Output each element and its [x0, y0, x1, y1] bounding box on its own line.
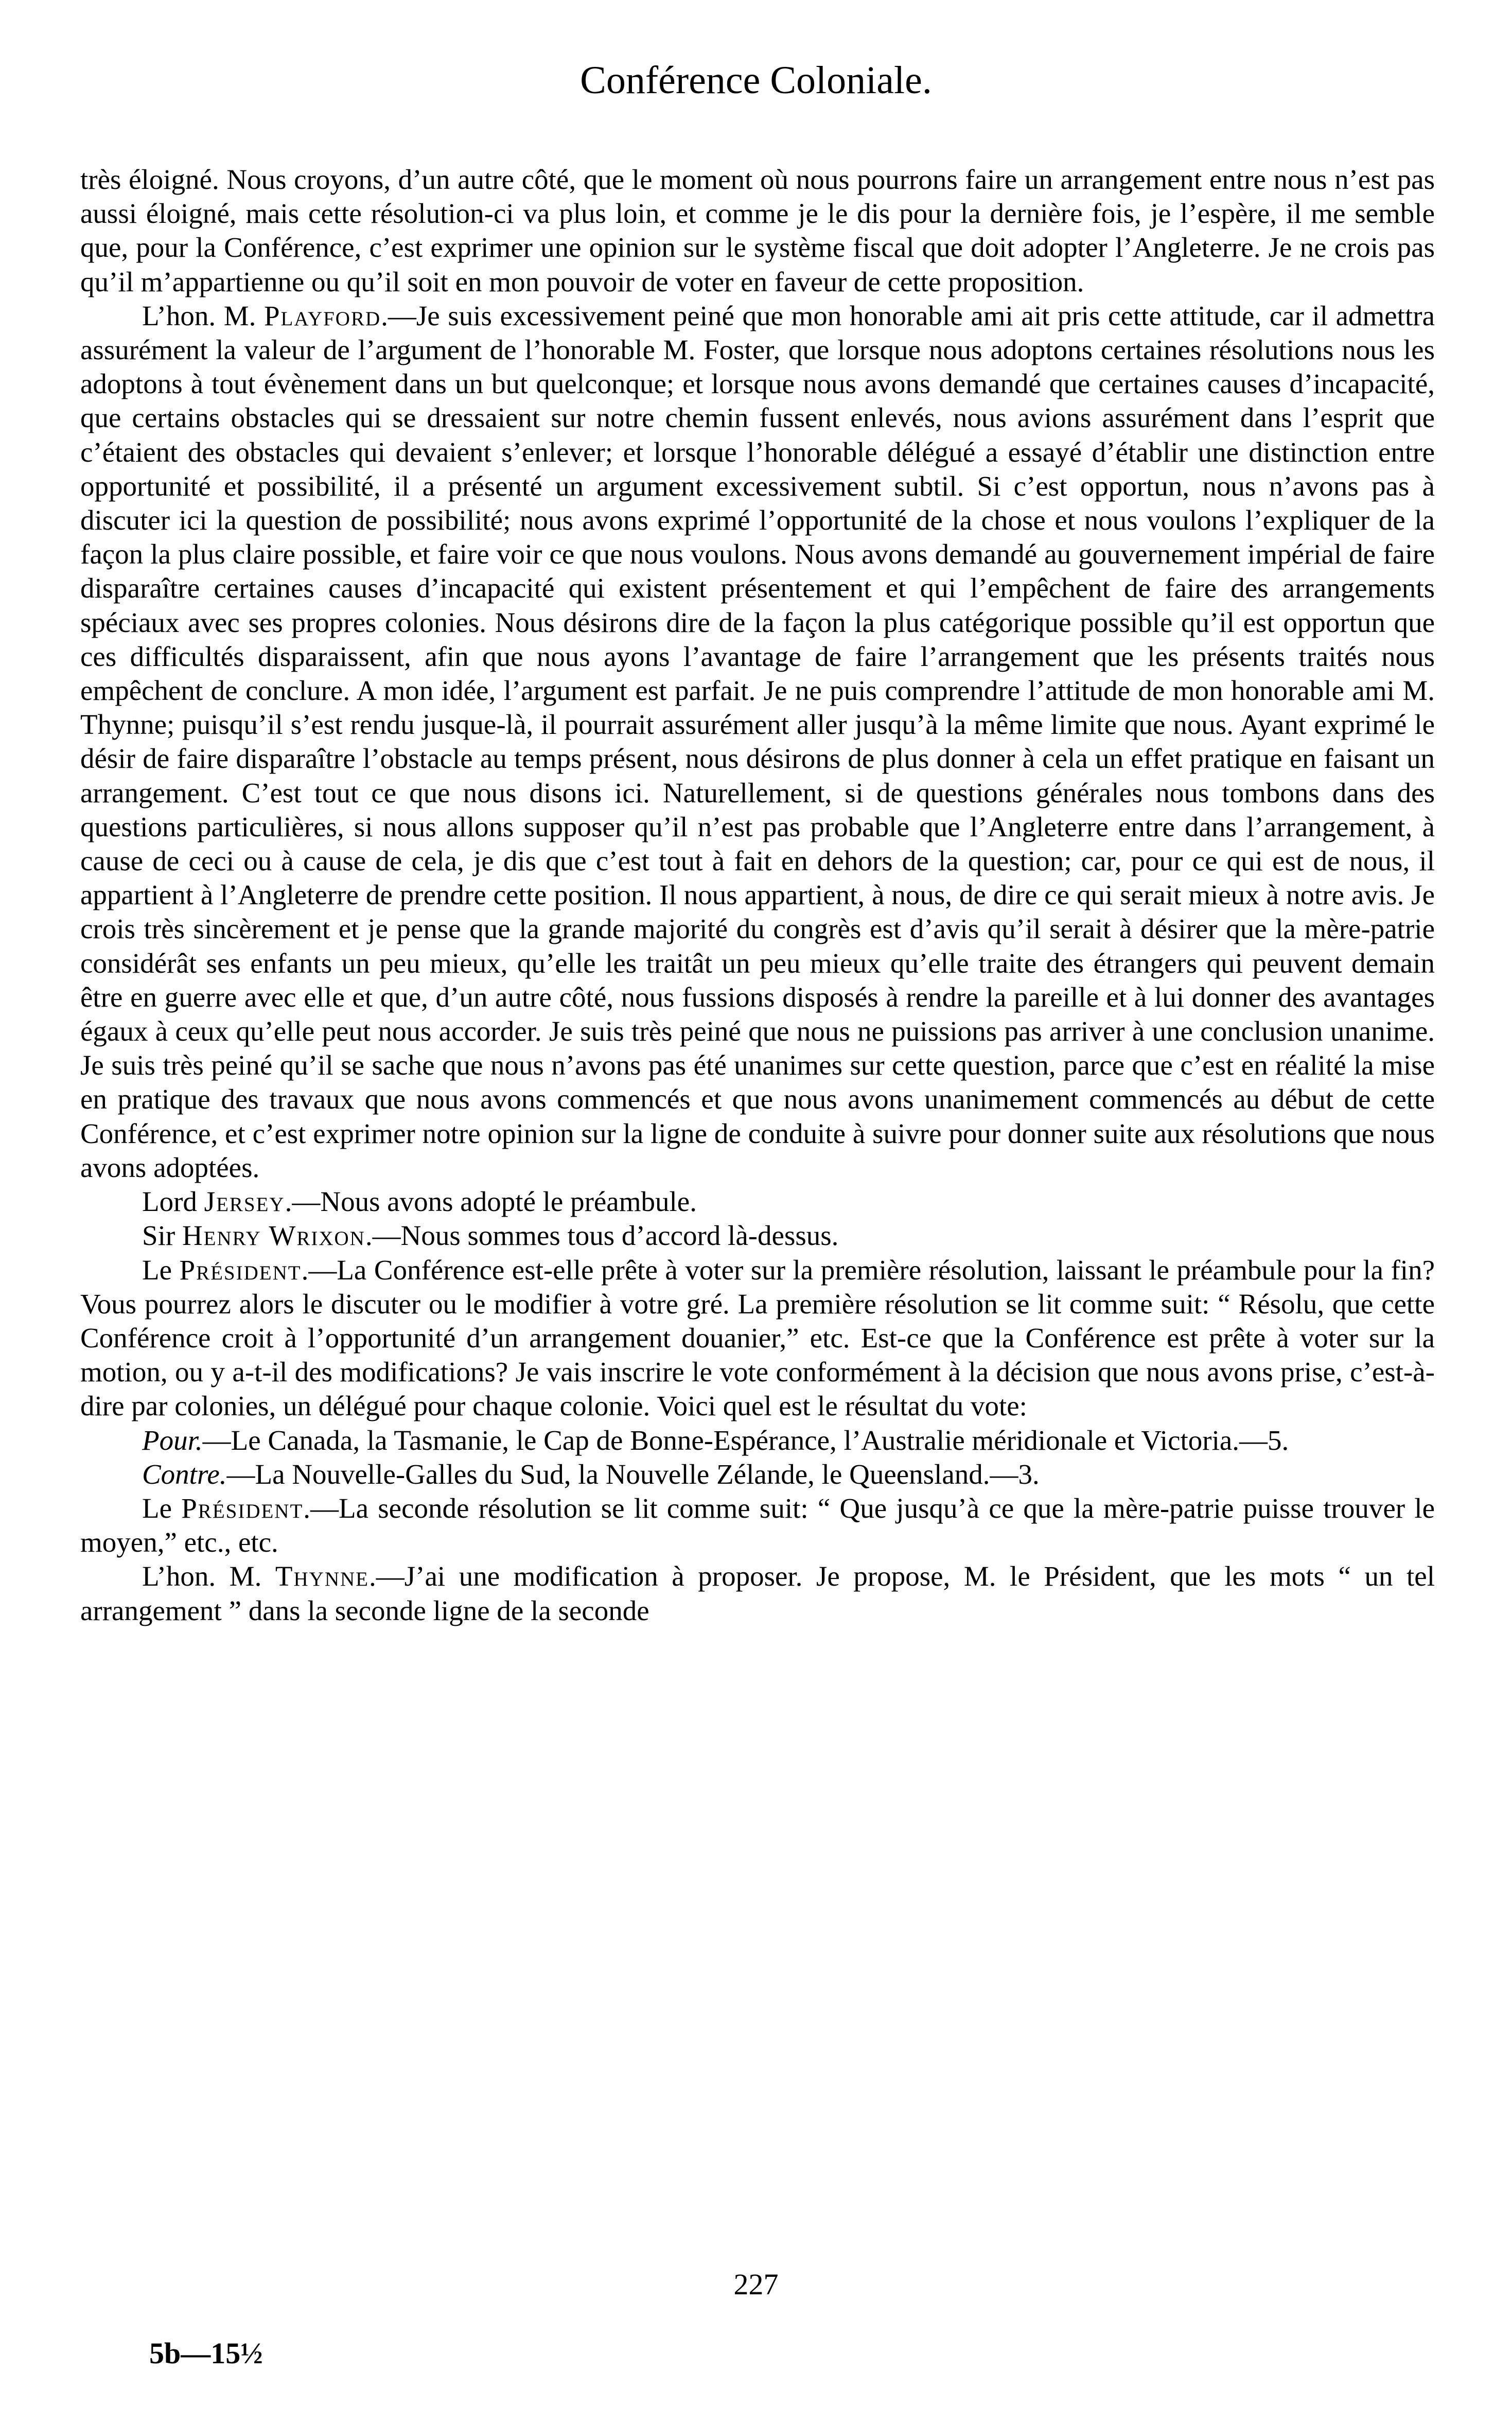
paragraph	[80, 163, 1435, 299]
page-number: 227	[733, 2268, 779, 2301]
text-run: .—Nous avons adopté le préambule.	[285, 1186, 697, 1218]
sheet-signature-mark: 5b—15½	[149, 2337, 263, 2370]
page-title: Conférence Coloniale.	[580, 59, 932, 102]
text-run: —Le Canada, la Tasmanie, le Cap de Bonne-Espérance, l’Australie méridionale et Victoria.—5.	[202, 1424, 1289, 1456]
paragraph	[80, 1424, 1435, 1457]
text-run: —La Nouvelle-Galles du Sud, la Nouvelle Zélande, le Queensland.—3.	[226, 1458, 1040, 1490]
paragraph	[80, 299, 1435, 1185]
text-run: Sir	[142, 1220, 182, 1252]
paragraph	[80, 1185, 1435, 1219]
text-run: .—Nous sommes tous d’accord là-dessus.	[365, 1220, 839, 1252]
text-run: L’hon. M.	[142, 300, 264, 331]
speaker-name: Thynne	[275, 1560, 369, 1592]
paragraph	[80, 1559, 1435, 1627]
speaker-name: Henry Wrixon	[182, 1220, 365, 1252]
speaker-name: Président	[179, 1254, 302, 1286]
paragraph	[80, 1457, 1435, 1491]
paragraph	[80, 1491, 1435, 1559]
speaker-name: Playford	[263, 300, 381, 331]
text-run: .—J’ai une modification à proposer. Je propose, M. le Président, que les mots “ un tel arrangement ” dans la seconde ligne de la seconde	[80, 1560, 1435, 1626]
text-run: .—La seconde résolution se lit comme suit: “ Que jusqu’à ce que la mère-patrie puisse trouver le moyen,” etc., etc.	[80, 1492, 1435, 1558]
speaker-name: Jersey	[204, 1186, 285, 1218]
text-run: .—La Conférence est-elle prête à voter sur la première résolution, laissant le préambule pour la fin? Vous pourrez alors le discuter ou le modifier à votre gré. La première résolution se lit comme suit: “ Résolu, que cette Conférence croit à l’opportunité d’un arrangement douanier,” etc. Est-ce que la Conférence est prête à voter sur la motion, ou y a-t-il des modifications? Je vais inscrire le vote conformément à la décision que nous avons prise, c’est-à-dire par colonies, un délégué pour chaque colonie. Voici quel est le résultat du vote:	[80, 1254, 1435, 1422]
text-run: Lord	[142, 1186, 204, 1218]
text-run: Le	[142, 1492, 182, 1524]
text-run: Le	[142, 1254, 180, 1286]
paragraph	[80, 1253, 1435, 1424]
document-body	[80, 163, 1435, 1628]
text-run: L’hon. M.	[142, 1560, 275, 1592]
text-run: très éloigné. Nous croyons, d’un autre côté, que le moment où nous pourrons faire un arrangement entre nous n’est pas aussi éloigné, mais cette résolution-ci va plus loin, et comme je le dis pour la dernière fois, je l’espère, il me semble que, pour la Conférence, c’est exprimer une opinion sur le système fiscal que doit adopter l’Angleterre. Je ne crois pas qu’il m’appartienne ou qu’il soit en mon pouvoir de voter en faveur de cette proposition.	[80, 164, 1435, 297]
vote-label: Contre.	[142, 1458, 227, 1490]
text-run: .—Je suis excessivement peiné que mon honorable ami ait pris cette attitude, car il admettra assurément la valeur de l’argument de l’honorable M. Foster, que lorsque nous adoptons certaines résolutions nous les adoptons à tout évènement dans un but quelconque; et lorsque nous avons demandé que certaines causes d’incapacité, que certains obstacles qui se dressaient sur notre chemin fussent enlevés, nous avions assurément dans l’esprit que c’étaient des obstacles qui devaient s’enlever; et lorsque l’honorable délégué a essayé d’établir une distinction entre opportunité et possibilité, il a présenté un argument excessivement subtil. Si c’est opportun, nous n’avons pas à discuter ici la question de possibilité; nous avons exprimé l’opportunité de la chose et nous voulons l’expliquer de la façon la plus claire possible, et faire voir ce que nous voulons. Nous avons demandé au gouvernement impérial de faire disparaître certaines causes d’incapacité qui existent présentement et qui l’empêchent de faire des arrangements spéciaux avec ses propres colonies. Nous désirons dire de la façon la plus catégorique possible qu’il est opportun que ces difficultés disparaissent, afin que nous ayons l’avantage de faire l’arrangement que les présents traités nous empêchent de conclure. A mon idée, l’argument est parfait. Je ne puis comprendre l’attitude de mon honorable ami M. Thynne; puisqu’il s’est rendu jusque-là, il pourrait assurément aller jusqu’à la même limite que nous. Ayant exprimé le désir de faire disparaître l’obstacle au temps présent, nous désirons de plus donner à cela un effet pratique en faisant un arrangement. C’est tout ce que nous disons ici. Naturellement, si de questions générales nous tombons dans des questions particulières, si nous allons supposer qu’il n’est pas probable que l’Angleterre entre dans l’arrangement, à cause de ceci ou à cause de cela, je dis que c’est tout à fait en dehors de la question; car, pour ce qui est de nous, il appartient à l’Angleterre de prendre cette position. Il nous appartient, à nous, de dire ce qui serait mieux à notre avis. Je crois très sincèrement et je pense que la grande majorité du congrès est d’avis qu’il serait à désirer que la mère-patrie considérât ses enfants un peu mieux, qu’elle les traitât un peu mieux qu’elle traite des étrangers qui peuvent demain être en guerre avec elle et que, d’un autre côté, nous fussions disposés à rendre la pareille et à lui donner des avantages égaux à ceux qu’elle peut nous accorder. Je suis très peiné que nous ne puissions pas arriver à une conclusion unanime. Je suis très peiné qu’il se sache que nous n’avons pas été unanimes sur cette question, parce que c’est en réalité la mise en pratique des travaux que nous avons commencés et que nous avons unanimement commencés au début de cette Conférence, et c’est exprimer notre opinion sur la ligne de conduite à suivre pour donner suite aux résolutions que nous avons adoptées.	[80, 300, 1435, 1183]
speaker-name: Président	[181, 1492, 304, 1524]
paragraph	[80, 1219, 1435, 1253]
vote-label: Pour.	[142, 1424, 203, 1456]
